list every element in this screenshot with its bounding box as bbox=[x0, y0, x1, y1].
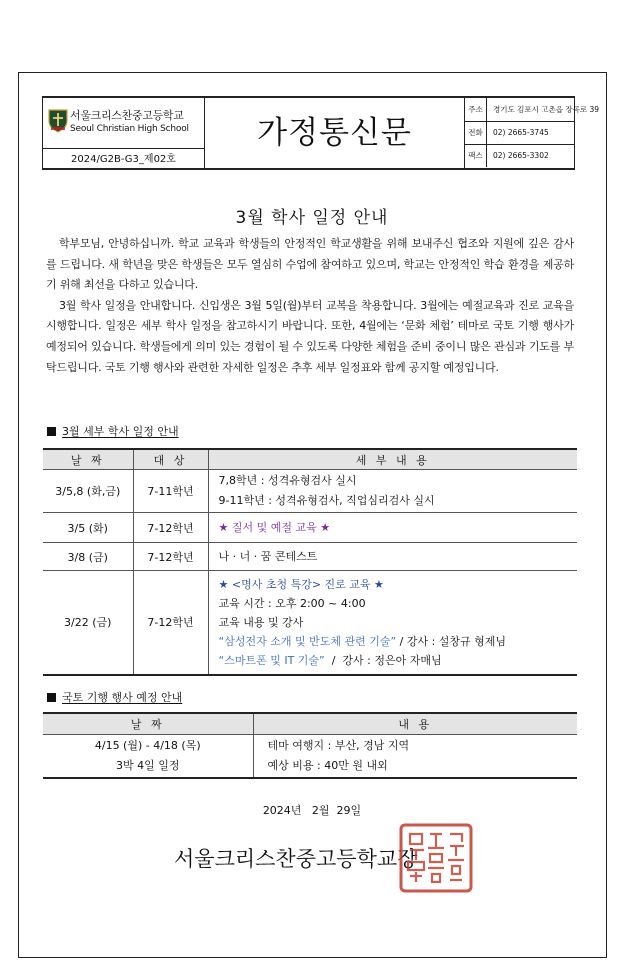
detail-line: 교육 시간 : 오후 2:00 ~ 4:00 bbox=[218, 596, 366, 610]
trip-content-line: 테마 여행지 : 부산, 경남 지역 bbox=[267, 739, 410, 752]
table-row bbox=[43, 513, 577, 543]
lecturer: / 강사 : 정은아 자매님 bbox=[324, 653, 442, 667]
trip-table bbox=[43, 712, 577, 779]
section-heading-text: 3월 세부 학사 일정 안내 bbox=[62, 425, 179, 438]
section-heading-text: 국토 기행 행사 예정 안내 bbox=[62, 691, 183, 704]
intro-text bbox=[46, 234, 574, 378]
official-seal-icon bbox=[398, 822, 474, 894]
school-name-ko: 서울크리스찬중고등학교 bbox=[70, 109, 184, 122]
principal-signature: 서울크리스찬중고등학교장 bbox=[174, 847, 418, 871]
detail-line bbox=[219, 651, 578, 670]
info-value: 02) 2665-3302 bbox=[493, 151, 549, 160]
school-name-en: Seoul Christian High School bbox=[70, 124, 189, 134]
row-date: 3/5,8 (화,금) bbox=[43, 470, 133, 513]
newsletter-header bbox=[42, 96, 600, 170]
school-emblem-icon bbox=[48, 109, 68, 133]
table-row bbox=[43, 470, 577, 513]
info-row-phone bbox=[465, 121, 574, 145]
table-row bbox=[43, 735, 577, 779]
info-key: 전화 bbox=[465, 121, 487, 144]
detail-line: ★ <명사 초청 특강> 진로 교육 ★ bbox=[218, 577, 384, 591]
info-value: 경기도 김포시 고촌읍 장곡로 39 bbox=[493, 105, 600, 114]
table-row bbox=[43, 571, 577, 675]
column-header: 세 부 내 용 bbox=[208, 449, 577, 470]
column-header: 내 용 bbox=[253, 713, 577, 735]
trip-date-line: 4/15 (월) - 4/18 (목) bbox=[94, 739, 201, 752]
row-date: 3/8 (금) bbox=[43, 543, 133, 571]
newsletter-title: 가정통신문 bbox=[205, 98, 465, 168]
column-header: 날 짜 bbox=[43, 449, 133, 470]
trip-content-line: 예상 비용 : 40만 원 내외 bbox=[267, 759, 388, 772]
square-bullet-icon bbox=[47, 693, 56, 702]
row-target: 7-12학년 bbox=[133, 571, 208, 675]
column-header: 대 상 bbox=[133, 449, 208, 470]
detail-line: 9-11학년 : 성격유형검사, 직업심리검사 실시 bbox=[218, 494, 435, 507]
row-target: 7-12학년 bbox=[133, 543, 208, 571]
row-details bbox=[208, 571, 577, 675]
intro-paragraph-1: 학부모님, 안녕하십니까. 학교 교육과 학생들의 안정적인 학교생활을 위해 보내주신 협조와 지원에 깊은 감사를 드립니다. 새 학년을 맞은 학생들은 모두 열심히 수업에 참여하고 있으며, 학교는 안정적인 학습 환경을 제공하기 위해 최선을 다하고 있습니다. bbox=[46, 237, 574, 292]
row-target: 7-11학년 bbox=[133, 470, 208, 513]
intro-paragraph-2: 3월 학사 일정을 안내합니다. 신입생은 3월 5일(월)부터 교복을 착용합니다. 3월에는 예절교육과 진로 교육을 시행합니다. 일정은 세부 학사 일정을 참고하시기 바랍니다. 또한, 4월에는 ‘문화 체험’ 테마로 국토 기행 행사가 예정되어 있습니다. 학생들에게 의미 있는 경험이 될 수 있도록 다양한 체험을 준비 중이니 많은 관심과 기도를 부탁드립니다. 국토 기행 행사와 관련한 자세한 일정은 추후 세부 일정표와 함께 공지할 예정입니다. bbox=[46, 298, 574, 374]
table-header-row bbox=[43, 713, 577, 735]
issue-date: 2024년 2월 29일 bbox=[262, 804, 362, 817]
square-bullet-icon bbox=[47, 427, 56, 436]
section-heading-trip bbox=[47, 689, 182, 705]
info-key: 주소 bbox=[465, 98, 487, 121]
schedule-table bbox=[43, 448, 577, 676]
info-key: 팩스 bbox=[465, 144, 487, 167]
issue-number: 2024/G2B-G3_제02호 bbox=[43, 148, 205, 170]
detail-line bbox=[219, 632, 578, 651]
section-heading-schedule bbox=[47, 423, 179, 439]
info-value: 02) 2665-3745 bbox=[493, 128, 549, 137]
info-row-address bbox=[465, 98, 600, 122]
trip-date-line: 3박 4일 일정 bbox=[116, 759, 180, 772]
row-target: 7-12학년 bbox=[133, 513, 208, 543]
contact-info bbox=[465, 98, 600, 168]
row-details: 나 · 너 · 꿈 콘테스트 bbox=[208, 543, 577, 571]
lecture-title: “스마트폰 및 IT 기술” bbox=[218, 653, 325, 667]
info-row-fax bbox=[465, 144, 574, 167]
lecture-title: “삼성전자 소개 및 반도체 관련 기술” bbox=[218, 634, 397, 648]
row-details bbox=[208, 470, 577, 513]
row-date: 3/22 (금) bbox=[43, 571, 133, 675]
table-row bbox=[43, 543, 577, 571]
detail-line: 7,8학년 : 성격유형검사 실시 bbox=[218, 474, 357, 487]
trip-date bbox=[43, 735, 253, 779]
school-block bbox=[43, 98, 205, 148]
lecturer: / 강사 : 설창규 형제님 bbox=[396, 634, 507, 648]
column-header: 날 짜 bbox=[43, 713, 253, 735]
table-header-row bbox=[43, 449, 577, 470]
row-date: 3/5 (화) bbox=[43, 513, 133, 543]
trip-content bbox=[253, 735, 577, 779]
detail-line: 교육 내용 및 강사 bbox=[218, 615, 304, 629]
document-title: 3월 학사 일정 안내 bbox=[235, 208, 389, 228]
row-details: ★ 질서 및 예절 교육 ★ bbox=[208, 513, 577, 543]
